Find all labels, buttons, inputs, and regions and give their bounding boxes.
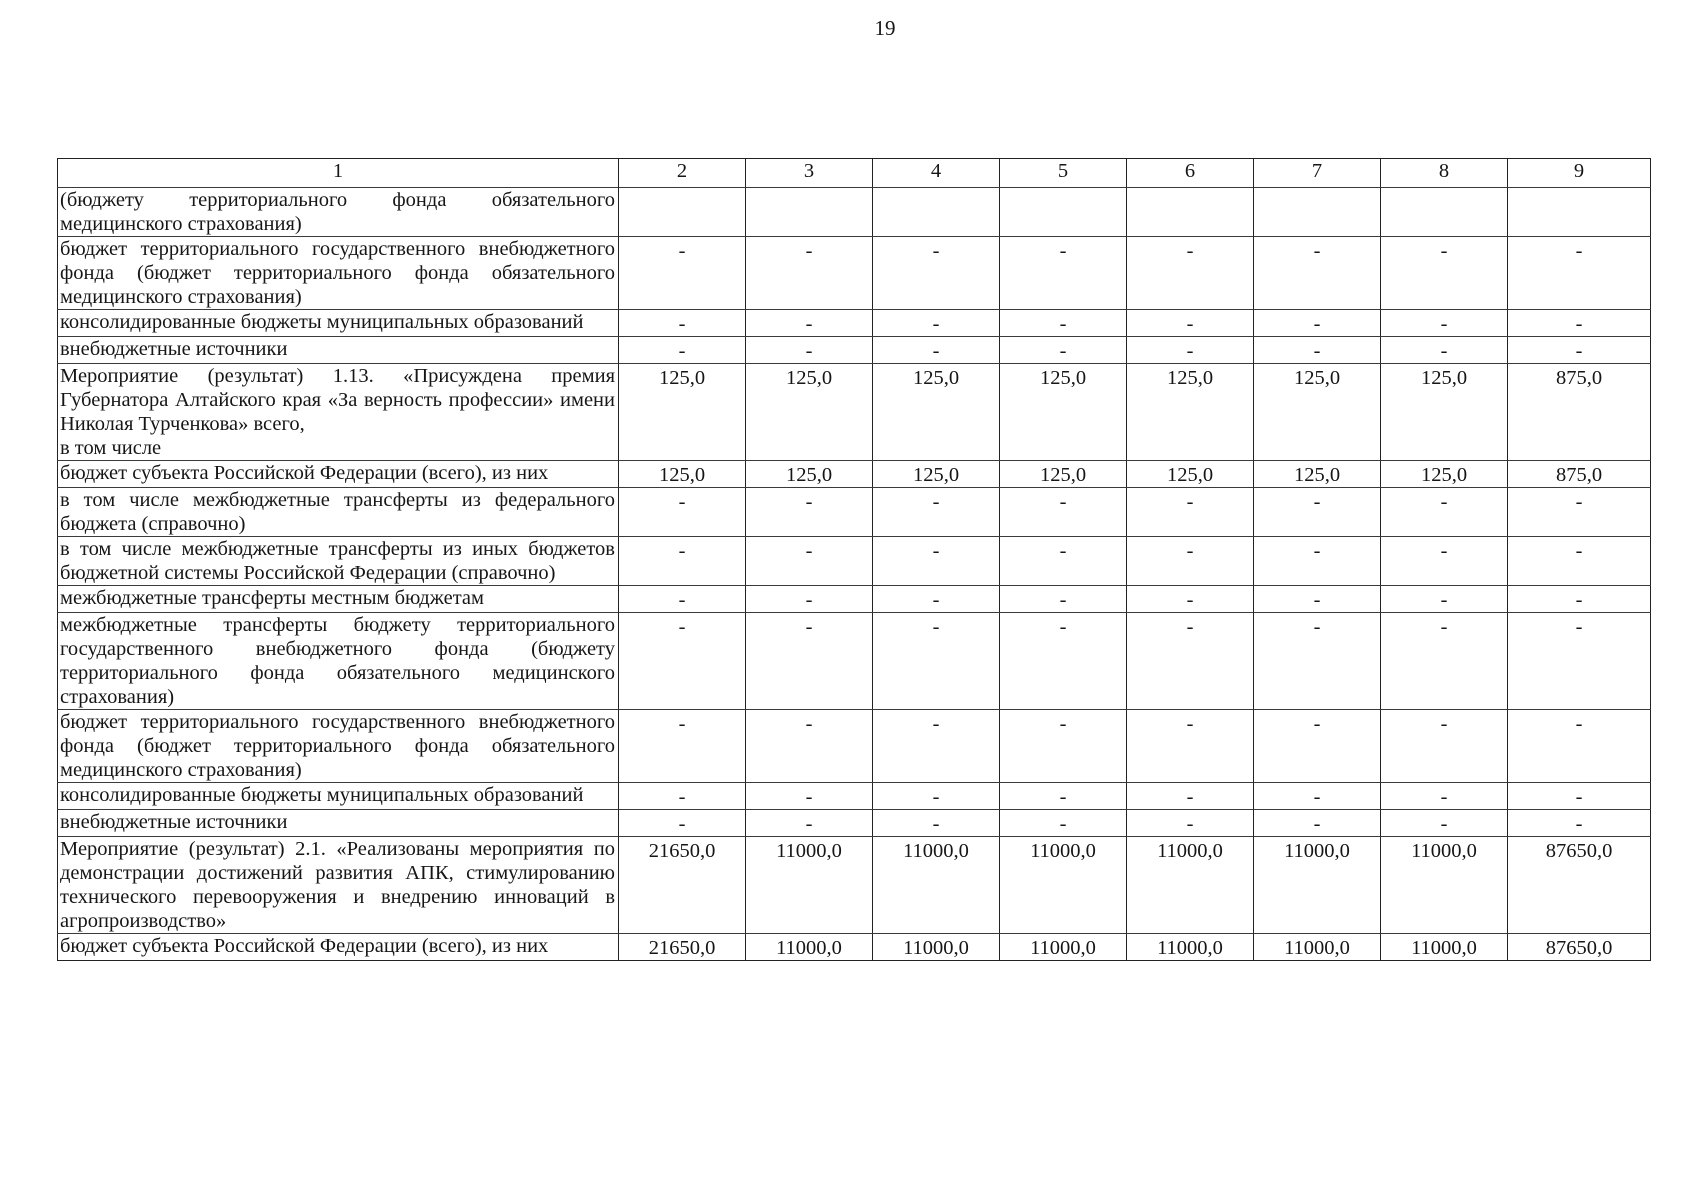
value-cell: [1381, 188, 1508, 237]
value-cell: 87650,0: [1508, 934, 1651, 961]
row-label: Мероприятие (результат) 2.1. «Реализованы мероприятия по демонстрации достижений развития АПК, стимулированию технического перевооружения и внедрению инноваций в агропроизводство»: [58, 837, 619, 934]
column-number-8: 8: [1381, 159, 1508, 188]
value-cell: -: [1127, 586, 1254, 613]
value-cell: -: [1381, 310, 1508, 337]
value-cell: 125,0: [873, 461, 1000, 488]
table-row: [58, 586, 1651, 613]
value-cell: -: [873, 710, 1000, 783]
value-cell: -: [873, 537, 1000, 586]
column-number-7: 7: [1254, 159, 1381, 188]
value-cell: [1000, 188, 1127, 237]
row-label: Мероприятие (результат) 1.13. «Присуждена премия Губернатора Алтайского края «За верность профессии» имени Николая Турченкова» всего, в том числе: [58, 364, 619, 461]
row-label: консолидированные бюджеты муниципальных образований: [58, 310, 619, 337]
value-cell: -: [1254, 337, 1381, 364]
value-cell: 125,0: [1000, 461, 1127, 488]
value-cell: 11000,0: [746, 837, 873, 934]
table-row: [58, 237, 1651, 310]
value-cell: -: [1000, 710, 1127, 783]
value-cell: -: [619, 537, 746, 586]
value-cell: 125,0: [1254, 461, 1381, 488]
row-label: бюджет территориального государственного внебюджетного фонда (бюджет территориального фонда обязательного медицинского страхования): [58, 710, 619, 783]
row-label: внебюджетные источники: [58, 810, 619, 837]
value-cell: 21650,0: [619, 837, 746, 934]
column-number-4: 4: [873, 159, 1000, 188]
value-cell: 11000,0: [1381, 934, 1508, 961]
value-cell: -: [1127, 613, 1254, 710]
value-cell: -: [1508, 310, 1651, 337]
value-cell: -: [1508, 710, 1651, 783]
value-cell: -: [1000, 783, 1127, 810]
value-cell: -: [1508, 613, 1651, 710]
value-cell: 125,0: [873, 364, 1000, 461]
value-cell: -: [1254, 488, 1381, 537]
value-cell: -: [1254, 310, 1381, 337]
value-cell: -: [746, 783, 873, 810]
value-cell: -: [1508, 783, 1651, 810]
value-cell: [1254, 188, 1381, 237]
value-cell: -: [873, 337, 1000, 364]
value-cell: -: [1127, 783, 1254, 810]
value-cell: -: [746, 337, 873, 364]
value-cell: -: [619, 613, 746, 710]
row-label: в том числе межбюджетные трансферты из иных бюджетов бюджетной системы Российской Федерации (справочно): [58, 537, 619, 586]
value-cell: -: [746, 237, 873, 310]
value-cell: -: [1254, 710, 1381, 783]
value-cell: 125,0: [1127, 461, 1254, 488]
table-row: [58, 488, 1651, 537]
value-cell: -: [1000, 237, 1127, 310]
page-number: 19: [874, 16, 896, 40]
value-cell: 21650,0: [619, 934, 746, 961]
column-number-1: 1: [58, 159, 619, 188]
value-cell: -: [1000, 537, 1127, 586]
value-cell: -: [873, 586, 1000, 613]
row-label: бюджет субъекта Российской Федерации (всего), из них: [58, 461, 619, 488]
value-cell: -: [873, 237, 1000, 310]
value-cell: -: [1254, 586, 1381, 613]
value-cell: 11000,0: [1127, 934, 1254, 961]
value-cell: 11000,0: [1254, 934, 1381, 961]
value-cell: 87650,0: [1508, 837, 1651, 934]
value-cell: -: [1381, 337, 1508, 364]
table-row: [58, 188, 1651, 237]
column-number-6: 6: [1127, 159, 1254, 188]
value-cell: 11000,0: [1127, 837, 1254, 934]
value-cell: -: [1000, 613, 1127, 710]
value-cell: -: [1254, 237, 1381, 310]
table-row: [58, 613, 1651, 710]
value-cell: 11000,0: [1000, 934, 1127, 961]
column-number-3: 3: [746, 159, 873, 188]
value-cell: -: [1254, 613, 1381, 710]
table-row: [58, 783, 1651, 810]
table-row: [58, 810, 1651, 837]
value-cell: -: [746, 710, 873, 783]
value-cell: -: [1000, 810, 1127, 837]
value-cell: -: [1254, 537, 1381, 586]
value-cell: 11000,0: [746, 934, 873, 961]
value-cell: -: [1381, 783, 1508, 810]
value-cell: -: [1127, 337, 1254, 364]
column-number-9: 9: [1508, 159, 1651, 188]
value-cell: -: [619, 337, 746, 364]
column-number-row: [58, 159, 1651, 188]
value-cell: -: [1381, 810, 1508, 837]
value-cell: -: [1127, 310, 1254, 337]
value-cell: -: [1127, 237, 1254, 310]
value-cell: 875,0: [1508, 461, 1651, 488]
value-cell: -: [619, 810, 746, 837]
table-row: [58, 710, 1651, 783]
value-cell: -: [1381, 537, 1508, 586]
table-body: [58, 188, 1651, 961]
value-cell: -: [873, 613, 1000, 710]
value-cell: -: [746, 310, 873, 337]
value-cell: -: [1508, 337, 1651, 364]
value-cell: -: [619, 586, 746, 613]
value-cell: -: [1127, 810, 1254, 837]
value-cell: 11000,0: [873, 837, 1000, 934]
value-cell: 125,0: [746, 461, 873, 488]
value-cell: -: [1381, 488, 1508, 537]
value-cell: 11000,0: [1000, 837, 1127, 934]
row-label: бюджет территориального государственного внебюджетного фонда (бюджет территориального фонда обязательного медицинского страхования): [58, 237, 619, 310]
value-cell: -: [1508, 488, 1651, 537]
financing-table: [57, 158, 1651, 961]
row-label: межбюджетные трансферты местным бюджетам: [58, 586, 619, 613]
value-cell: -: [873, 783, 1000, 810]
value-cell: -: [746, 488, 873, 537]
value-cell: -: [619, 710, 746, 783]
table-row: [58, 461, 1651, 488]
table-row: [58, 310, 1651, 337]
value-cell: -: [1127, 488, 1254, 537]
value-cell: 125,0: [1381, 461, 1508, 488]
value-cell: [1508, 188, 1651, 237]
table-row: [58, 537, 1651, 586]
table-row: [58, 837, 1651, 934]
row-label: межбюджетные трансферты бюджету территориального государственного внебюджетного фонда (бюджету территориального фонда обязательного медицинского страхования): [58, 613, 619, 710]
value-cell: -: [746, 613, 873, 710]
value-cell: -: [1000, 586, 1127, 613]
value-cell: -: [1381, 586, 1508, 613]
financing-table-container: [57, 158, 1650, 961]
value-cell: -: [1127, 537, 1254, 586]
value-cell: 125,0: [619, 461, 746, 488]
value-cell: -: [746, 586, 873, 613]
value-cell: -: [1508, 237, 1651, 310]
value-cell: -: [1381, 237, 1508, 310]
row-label: в том числе межбюджетные трансферты из федерального бюджета (справочно): [58, 488, 619, 537]
table-row: [58, 934, 1651, 961]
value-cell: 11000,0: [1381, 837, 1508, 934]
value-cell: -: [1508, 810, 1651, 837]
value-cell: [619, 188, 746, 237]
column-number-5: 5: [1000, 159, 1127, 188]
value-cell: -: [1254, 783, 1381, 810]
value-cell: 125,0: [1000, 364, 1127, 461]
table-row: [58, 337, 1651, 364]
row-label: (бюджету территориального фонда обязательного медицинского страхования): [58, 188, 619, 237]
value-cell: 125,0: [746, 364, 873, 461]
value-cell: 125,0: [1254, 364, 1381, 461]
value-cell: -: [873, 310, 1000, 337]
value-cell: [746, 188, 873, 237]
table-row: [58, 364, 1651, 461]
value-cell: -: [1254, 810, 1381, 837]
row-label: бюджет субъекта Российской Федерации (всего), из них: [58, 934, 619, 961]
value-cell: [873, 188, 1000, 237]
value-cell: -: [1000, 310, 1127, 337]
value-cell: -: [1508, 537, 1651, 586]
value-cell: 125,0: [1127, 364, 1254, 461]
value-cell: 11000,0: [1254, 837, 1381, 934]
value-cell: -: [619, 237, 746, 310]
value-cell: -: [1000, 337, 1127, 364]
value-cell: -: [1000, 488, 1127, 537]
row-label: внебюджетные источники: [58, 337, 619, 364]
value-cell: -: [619, 310, 746, 337]
value-cell: -: [1508, 586, 1651, 613]
value-cell: -: [873, 488, 1000, 537]
value-cell: -: [873, 810, 1000, 837]
value-cell: 11000,0: [873, 934, 1000, 961]
value-cell: 125,0: [1381, 364, 1508, 461]
value-cell: -: [1127, 710, 1254, 783]
value-cell: -: [619, 783, 746, 810]
value-cell: -: [746, 537, 873, 586]
value-cell: -: [619, 488, 746, 537]
value-cell: -: [746, 810, 873, 837]
column-number-2: 2: [619, 159, 746, 188]
value-cell: 875,0: [1508, 364, 1651, 461]
value-cell: -: [1381, 710, 1508, 783]
value-cell: [1127, 188, 1254, 237]
value-cell: 125,0: [619, 364, 746, 461]
value-cell: -: [1381, 613, 1508, 710]
row-label: консолидированные бюджеты муниципальных образований: [58, 783, 619, 810]
